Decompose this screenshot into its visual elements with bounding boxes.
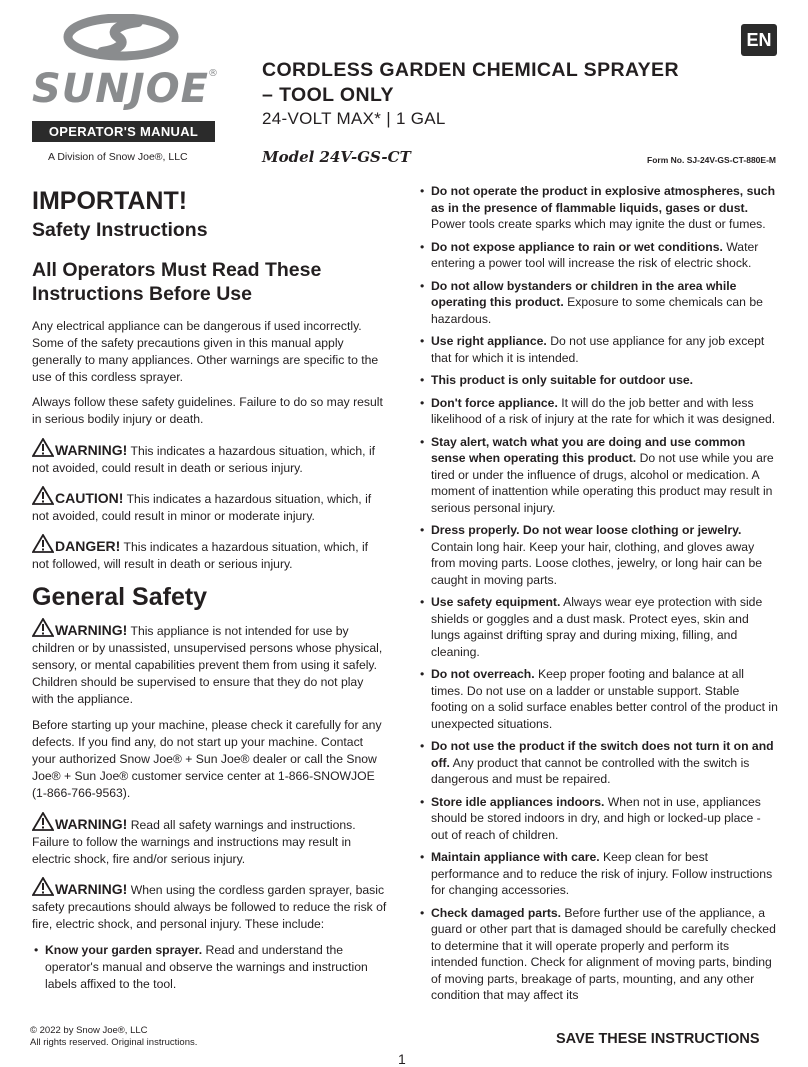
caution-definition — [32, 486, 388, 525]
warning-definition — [32, 438, 388, 477]
list-item — [418, 434, 778, 517]
list-item-bold: Do not expose appliance to rain or wet conditions. — [431, 239, 723, 254]
list-item — [418, 794, 778, 844]
save-instructions-label: SAVE THESE INSTRUCTIONS — [556, 1031, 760, 1047]
language-badge: EN — [741, 24, 777, 56]
product-title-line1: CORDLESS GARDEN CHEMICAL SPRAYER — [262, 59, 679, 81]
list-item — [32, 942, 388, 993]
form-number: Form No. SJ-24V-GS-CT-880E-M — [647, 155, 776, 165]
list-item-bold: Store idle appliances indoors. — [431, 794, 605, 809]
list-item-bold: Do not operate the product in explosive atmospheres, such as in the presence of flammable liquids, gases or dust. — [431, 184, 776, 215]
danger-text: This indicates a hazardous situation, which, if not followed, will result in death or serious injury. — [32, 540, 369, 571]
general-warning-2 — [32, 812, 388, 868]
list-item-bold: Do not allow bystanders or children in the area while operating this product. — [431, 278, 737, 309]
product-title — [262, 58, 679, 108]
safety-bullet-list — [418, 183, 778, 1004]
copyright-notice — [30, 1025, 197, 1049]
warning-text: This indicates a hazardous situation, which, if not avoided, could result in death or serious injury. — [32, 444, 376, 475]
list-item-text: Read and understand the operator's manual and observe the warnings and instruction labels affixed to the tool. — [45, 943, 368, 991]
important-heading: IMPORTANT! — [32, 187, 188, 215]
list-item — [418, 183, 778, 233]
left-column — [32, 186, 388, 999]
list-item-bold: Do not overreach. — [431, 667, 535, 681]
sunjoe-logo — [30, 14, 220, 112]
model-number: Model 24V-GS-CT — [262, 148, 411, 166]
copyright-line-2: All rights reserved. Original instructions. — [30, 1037, 198, 1048]
intro-paragraph-2: Always follow these safety guidelines. Failure to do so may result in serious bodily injury or death. — [32, 395, 383, 426]
list-item-bold: Use right appliance. — [431, 334, 547, 348]
list-item — [418, 905, 778, 1004]
general-warning-3 — [32, 877, 388, 933]
list-item-text: Do not use appliance for any job except that for which it is intended. — [431, 334, 765, 365]
list-item-text: Keep proper footing and balance at all times. Do not use on a ladder or unstable support. Stable footing on a solid surface enables better control of the product in unexpected situations. — [431, 667, 778, 731]
list-item — [418, 522, 778, 588]
right-column — [418, 183, 778, 1010]
registered-mark: ® — [208, 68, 218, 79]
warning-triangle-icon — [32, 618, 54, 637]
list-item-bold: Do not use the product if the switch does not turn it on and off. — [431, 739, 774, 770]
list-item — [418, 239, 778, 272]
list-item-text: It will do the job better and with less likelihood of a risk of injury at the rate for which it was designed. — [431, 395, 776, 426]
brand-wordmark: SUNJOE — [32, 66, 209, 112]
list-item-text: When not in use, appliances should be stored indoors in dry, and high or locked-up place - out of reach of children. — [431, 794, 761, 842]
general-warning-3-text: When using the cordless garden sprayer, basic safety precautions should always be followed to reduce the risk of fire, electric shock, and personal injury. These include: — [32, 883, 387, 931]
page-number: 1 — [398, 1051, 406, 1067]
warning-triangle-icon — [32, 438, 54, 457]
caution-label: CAUTION! — [55, 490, 124, 506]
general-warning-1-text: This appliance is not intended for use by children or by unassisted, unsupervised persons whose physical, sensory, or mental capabilities prevent them from using it safely. Children should be supervised to ensure that they do not play with the appliance. — [32, 624, 383, 706]
danger-label: DANGER! — [55, 538, 121, 554]
warning-triangle-icon — [32, 877, 54, 896]
list-item — [418, 849, 778, 899]
danger-triangle-icon — [32, 534, 54, 553]
sunjoe-swoosh-icon — [30, 14, 220, 112]
list-item — [418, 395, 778, 428]
product-subtitle: 24-VOLT MAX* | 1 GAL — [262, 109, 446, 128]
list-item — [418, 372, 778, 389]
all-operators-heading: All Operators Must Read These Instructions Before Use — [32, 259, 322, 305]
list-item-text: Power tools create sparks which may ignite the dust or fumes. — [431, 217, 766, 231]
caution-triangle-icon — [32, 486, 54, 505]
list-item — [418, 278, 778, 328]
list-item-bold: Know your garden sprayer. — [45, 943, 203, 957]
list-item — [418, 738, 778, 788]
list-item-text: Water entering a power tool will increase the risk of electric shock. — [431, 239, 759, 270]
copyright-line-1: © 2022 by Snow Joe®, LLC — [30, 1025, 148, 1036]
list-item-bold: Use safety equipment. — [431, 595, 561, 609]
warning-label: WARNING! — [55, 442, 128, 458]
safety-instructions-heading: Safety Instructions — [32, 219, 208, 241]
list-item-text: Always wear eye protection with side shields or goggles and a dust mask. Protect eyes, skin and lungs against drifting spray and during mixing, filling, and cleaning. — [431, 595, 763, 659]
general-warning-1-label: WARNING! — [55, 622, 128, 638]
list-item — [418, 594, 778, 660]
intro-paragraph-1: Any electrical appliance can be dangerous if used incorrectly. Some of the safety precautions given in this manual apply generally to many appliances. Other warnings are specific to the use of this cordless sprayer. — [32, 319, 379, 384]
caution-text: This indicates a hazardous situation, which, if not avoided, could result in minor or moderate injury. — [32, 492, 372, 523]
general-warning-2-label: WARNING! — [55, 816, 128, 832]
general-warning-1 — [32, 618, 388, 708]
list-item-text: Any product that cannot be controlled with the switch is dangerous and must be repaired. — [431, 755, 750, 786]
know-sprayer-list — [32, 942, 388, 993]
list-item-bold: Maintain appliance with care. — [431, 850, 600, 864]
general-safety-heading: General Safety — [32, 583, 208, 611]
division-text: A Division of Snow Joe®, LLC — [48, 151, 188, 163]
operators-manual-label: OPERATOR'S MANUAL — [32, 121, 215, 142]
product-title-line2: – TOOL ONLY — [262, 84, 394, 106]
list-item-text: Exposure to some chemicals can be hazardous. — [431, 295, 763, 326]
danger-definition — [32, 534, 388, 573]
warning-triangle-icon — [32, 812, 54, 831]
list-item-bold: Check damaged parts. — [431, 905, 562, 920]
list-item-text: Contain long hair. Keep your hair, clothing, and gloves away from moving parts. Loose clothes, jewelry, or long hair can be caught in moving parts. — [431, 539, 763, 587]
list-item-text: Keep clean for best performance and to reduce the risk of injury. Follow instructions for changing accessories. — [431, 850, 773, 897]
list-item-bold: Dress properly. Do not wear loose clothing or jewelry. — [431, 523, 742, 537]
list-item-bold: This product is only suitable for outdoor use. — [431, 373, 694, 387]
general-warning-2-text: Read all safety warnings and instructions. Failure to follow the warnings and instructions may result in electric shock, fire and/or serious injury. — [32, 818, 356, 866]
list-item-text: Do not use while you are tired or under the influence of drugs, alcohol or medication. A moment of inattention while operating this product may result in serious personal injury. — [431, 451, 774, 515]
list-item — [418, 666, 778, 732]
list-item-bold: Don't force appliance. — [431, 395, 558, 410]
list-item — [418, 333, 778, 366]
list-item-text: Before further use of the appliance, a guard or other part that is damaged should be carefully checked to determine that it will operate properly and perform its intended function. Check for alignment of moving parts, binding of moving parts, breakage of parts, mounting, and any other condition that may affect its — [431, 905, 776, 1002]
list-item-bold: Stay alert, watch what you are doing and use common sense when operating this product. — [431, 434, 746, 465]
before-starting-paragraph: Before starting up your machine, please check it carefully for any defects. If you find any, do not start up your machine. Contact your authorized Snow Joe® + Sun Joe® dealer or call the Snow Joe® + Sun Joe® customer service center at 1-866-SNOWJOE (1-866-766-9563). — [32, 718, 382, 800]
general-warning-3-label: WARNING! — [55, 881, 128, 897]
